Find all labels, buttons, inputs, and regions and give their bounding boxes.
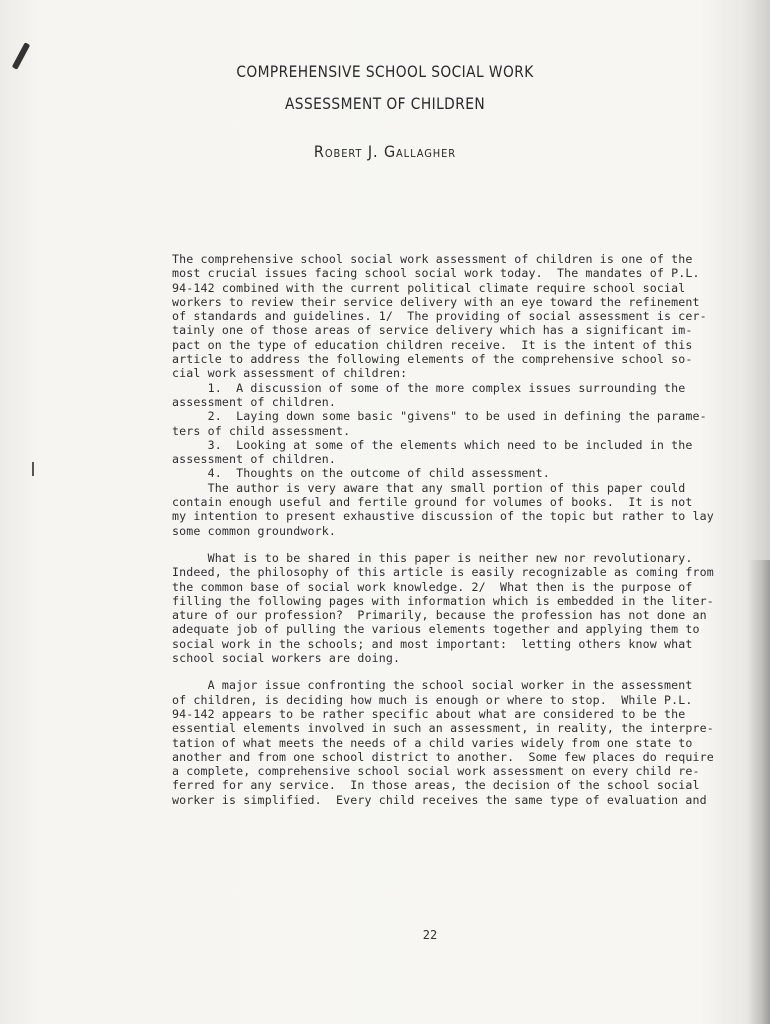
text-line: of standards and guidelines. 1/ The providing of social assessment is cer- — [172, 309, 707, 324]
text-line: The comprehensive school social work assessment of children is one of the — [172, 252, 693, 266]
text-line: 2. Laying down some basic "givens" to be used in defining the parame- — [172, 409, 707, 424]
body-text — [172, 252, 762, 807]
text-line: the common base of social work knowledge. 2/ What then is the purpose of — [172, 579, 693, 594]
paragraph-3 — [172, 678, 762, 807]
text-line: workers to review their service delivery with an eye toward the refinement — [172, 294, 700, 309]
text-line: my intention to present exhaustive discussion of the topic but rather to lay — [172, 509, 714, 524]
text-line: assessment of children. — [172, 452, 336, 467]
text-line: Indeed, the philosophy of this article is easily recognizable as coming from — [172, 565, 714, 580]
pen-mark — [12, 42, 30, 70]
text-line: filling the following pages with information which is embedded in the liter- — [172, 593, 714, 608]
text-line: adequate job of pulling the various elements together and applying them to — [172, 622, 700, 637]
text-line: 4. Thoughts on the outcome of child assessment. — [172, 466, 550, 481]
text-line: ferred for any service. In those areas, the decision of the school social — [172, 778, 700, 793]
text-line: school social workers are doing. — [172, 651, 401, 666]
page-number: 22 — [422, 928, 438, 942]
text-line: tainly one of those areas of service delivery which has a significant im- — [172, 323, 693, 338]
text-line: 3. Looking at some of the elements which need to be included in the — [172, 437, 693, 452]
paragraph-1 — [172, 252, 762, 538]
text-line: cial work assessment of children: — [172, 366, 408, 381]
text-line: pact on the type of education children receive. It is the intent of this — [172, 337, 693, 352]
text-line: 1. A discussion of some of the more complex issues surrounding the — [172, 380, 686, 395]
text-line: contain enough useful and fertile ground for volumes of books. It is not — [172, 495, 693, 510]
text-line: most crucial issues facing school social work today. The mandates of P.L. — [172, 266, 700, 281]
title-line-1: COMPREHENSIVE SCHOOL SOCIAL WORK — [236, 62, 534, 81]
text-line: What is to be shared in this paper is neither new nor revolutionary. — [172, 550, 693, 565]
text-line: a complete, comprehensive school social work assessment on every child re- — [172, 764, 700, 779]
text-line: article to address the following elements of the comprehensive school so- — [172, 352, 693, 367]
text-line: The author is very aware that any small portion of this paper could — [172, 480, 686, 495]
paragraph-2 — [172, 551, 762, 665]
text-line: of children, is deciding how much is enough or where to stop. While P.L. — [172, 692, 693, 707]
text-line: essential elements involved in such an assessment, in reality, the interpre- — [172, 721, 714, 736]
text-line: social work in the schools; and most important: letting others know what — [172, 636, 693, 651]
text-line: 94-142 appears to be rather specific about what are considered to be the — [172, 706, 686, 721]
text-line: assessment of children. — [172, 394, 336, 409]
text-line: tation of what meets the needs of a child varies widely from one state to — [172, 735, 693, 750]
text-line: ters of child assessment. — [172, 423, 351, 438]
margin-tick — [32, 462, 34, 476]
text-line: A major issue confronting the school social worker in the assessment — [172, 678, 693, 693]
text-line: another and from one school district to another. Some few places do require — [172, 749, 714, 764]
author-name: Robert J. Gallagher — [313, 142, 457, 161]
title-line-2: ASSESSMENT OF CHILDREN — [284, 94, 486, 113]
text-line: ature of our profession? Primarily, because the profession has not done an — [172, 608, 707, 623]
text-line: 94-142 combined with the current political climate require school social — [172, 280, 686, 295]
text-line: some common groundwork. — [172, 523, 336, 538]
text-line: worker is simplified. Every child receives the same type of evaluation and — [172, 792, 707, 807]
